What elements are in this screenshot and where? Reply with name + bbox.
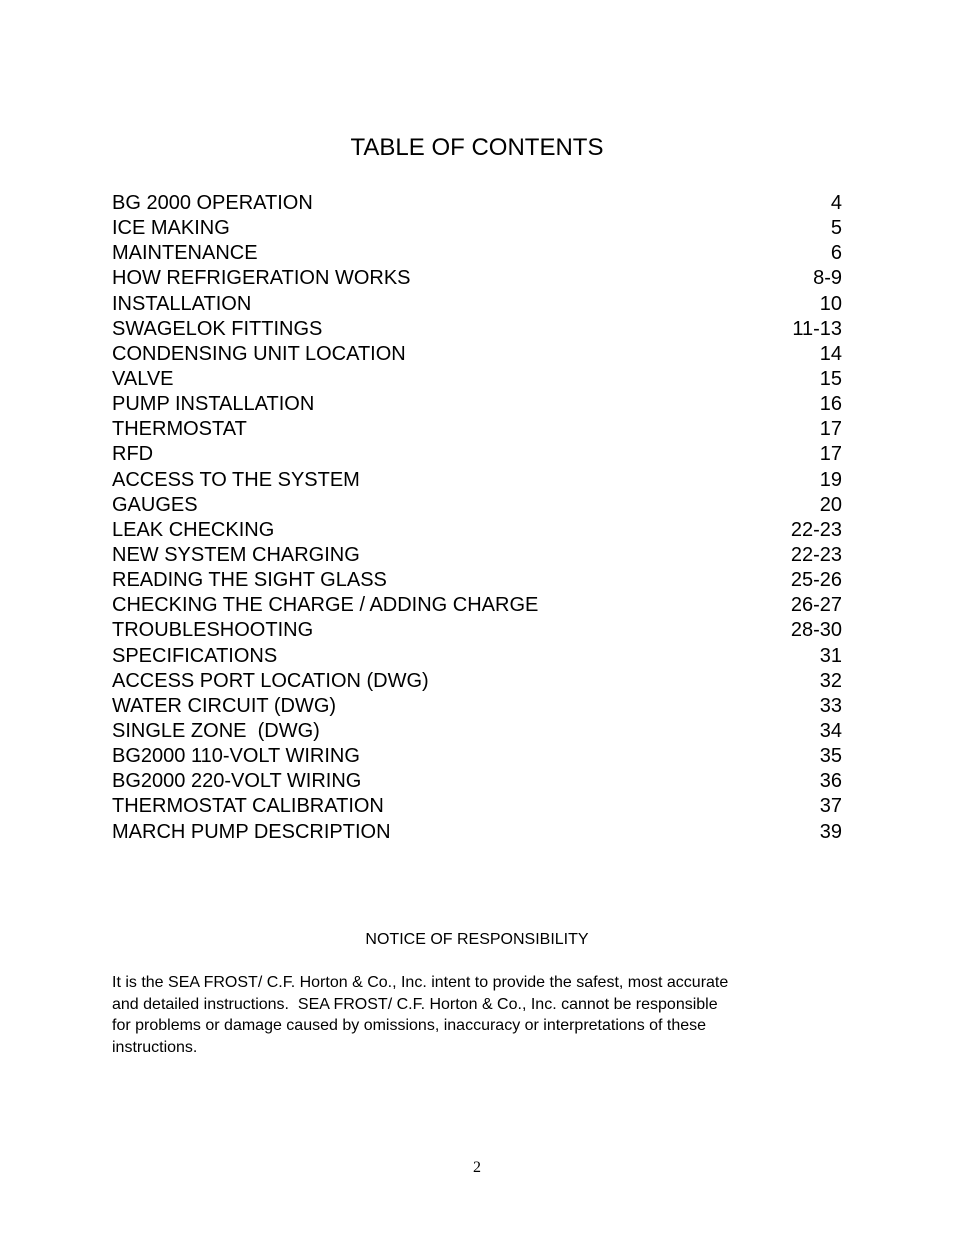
toc-entry-page: 37 xyxy=(819,795,842,818)
toc-entry xyxy=(112,367,842,392)
page-title: TABLE OF CONTENTS xyxy=(350,134,604,161)
toc-entry xyxy=(112,543,842,568)
toc-entry xyxy=(112,417,842,442)
toc-entry-label: GAUGES xyxy=(112,493,198,516)
toc-entry-page: 34 xyxy=(819,719,842,742)
notice-body xyxy=(112,972,852,1058)
toc-entry xyxy=(112,618,842,643)
toc-entry-label: CHECKING THE CHARGE / ADDING CHARGE xyxy=(112,594,539,617)
toc-entry xyxy=(112,342,842,367)
toc-entry-page: 4 xyxy=(830,192,842,214)
toc-entry-page: 11-13 xyxy=(792,317,842,340)
toc-entry xyxy=(112,744,842,769)
toc-entry-label: TROUBLESHOOTING xyxy=(112,619,314,642)
table-of-contents xyxy=(112,191,842,845)
toc-entry-page: 15 xyxy=(819,367,842,390)
toc-entry-page: 39 xyxy=(819,820,842,843)
toc-entry-label: HOW REFRIGERATION WORKS xyxy=(112,267,411,290)
toc-entry xyxy=(112,191,842,216)
toc-entry-page: 22-23 xyxy=(790,543,842,566)
toc-entry xyxy=(112,317,842,342)
toc-entry-label: THERMOSTAT CALIBRATION xyxy=(112,795,384,818)
toc-entry-page: 33 xyxy=(819,694,842,717)
toc-entry-label: ICE MAKING xyxy=(112,217,230,240)
toc-entry xyxy=(112,644,842,669)
toc-entry-label: SINGLE ZONE (DWG) xyxy=(112,719,320,742)
notice-line: for problems or damage caused by omissions, inaccuracy or interpretations of these xyxy=(112,1017,707,1034)
toc-entry-page: 26-27 xyxy=(790,594,842,617)
toc-entry xyxy=(112,216,842,241)
toc-entry-page: 14 xyxy=(819,342,842,365)
toc-entry xyxy=(112,794,842,819)
toc-entry-label: SWAGELOK FITTINGS xyxy=(112,317,323,340)
toc-entry xyxy=(112,468,842,493)
toc-entry-label: SPECIFICATIONS xyxy=(112,644,278,667)
toc-entry-label: PUMP INSTALLATION xyxy=(112,393,315,416)
notice-line: and detailed instructions. SEA FROST/ C.F. Horton & Co., Inc. cannot be responsible xyxy=(112,995,718,1013)
toc-entry-label: LEAK CHECKING xyxy=(112,518,275,541)
toc-entry xyxy=(112,493,842,518)
toc-entry-page: 22-23 xyxy=(790,518,842,541)
toc-entry xyxy=(112,518,842,543)
toc-entry xyxy=(112,694,842,719)
toc-entry-page: 25-26 xyxy=(790,569,842,592)
toc-entry-page: 6 xyxy=(830,242,842,265)
toc-entry-page: 17 xyxy=(819,443,842,466)
toc-entry-page: 10 xyxy=(819,292,842,315)
toc-entry xyxy=(112,769,842,794)
toc-entry-label: READING THE SIGHT GLASS xyxy=(112,569,387,592)
toc-entry-label: MAINTENANCE xyxy=(112,242,258,265)
toc-entry-label: ACCESS PORT LOCATION (DWG) xyxy=(112,669,429,692)
toc-entry-page: 36 xyxy=(819,770,842,793)
toc-entry xyxy=(112,392,842,417)
toc-entry-label: RFD xyxy=(112,443,154,466)
toc-entry-page: 19 xyxy=(819,468,842,491)
toc-entry-page: 28-30 xyxy=(790,619,842,642)
toc-entry xyxy=(112,266,842,291)
notice-line: It is the SEA FROST/ C.F. Horton & Co., Inc. intent to provide the safest, most accurate xyxy=(112,974,729,991)
notice-heading: NOTICE OF RESPONSIBILITY xyxy=(365,931,589,948)
toc-entry-label: WATER CIRCUIT (DWG) xyxy=(112,694,337,717)
toc-entry xyxy=(112,820,842,845)
toc-entry xyxy=(112,593,842,618)
toc-entry-page: 16 xyxy=(819,393,842,416)
toc-entry-label: NEW SYSTEM CHARGING xyxy=(112,543,360,566)
toc-entry-page: 8-9 xyxy=(813,267,842,290)
toc-entry-label: INSTALLATION xyxy=(112,292,252,315)
toc-entry xyxy=(112,442,842,467)
toc-entry-label: THERMOSTAT xyxy=(112,418,247,441)
toc-entry-label: BG 2000 OPERATION xyxy=(112,192,313,214)
toc-entry-page: 17 xyxy=(819,418,842,441)
notice-line: instructions. xyxy=(112,1038,198,1056)
toc-entry-label: VALVE xyxy=(112,367,174,390)
toc-entry-page: 32 xyxy=(819,669,842,692)
toc-entry-label: CONDENSING UNIT LOCATION xyxy=(112,342,406,365)
toc-entry-label: BG2000 220-VOLT WIRING xyxy=(112,770,362,793)
toc-entry xyxy=(112,241,842,266)
toc-entry-label: BG2000 110-VOLT WIRING xyxy=(112,745,360,768)
toc-entry-page: 20 xyxy=(819,493,842,516)
toc-entry-label: MARCH PUMP DESCRIPTION xyxy=(112,820,391,843)
toc-entry-page: 5 xyxy=(830,217,842,240)
toc-entry-page: 35 xyxy=(819,745,842,768)
page-number: 2 xyxy=(473,1159,481,1176)
toc-entry xyxy=(112,292,842,317)
toc-entry-label: ACCESS TO THE SYSTEM xyxy=(112,468,360,491)
toc-entry xyxy=(112,669,842,694)
toc-entry xyxy=(112,568,842,593)
toc-entry-page: 31 xyxy=(819,644,842,667)
toc-entry xyxy=(112,719,842,744)
